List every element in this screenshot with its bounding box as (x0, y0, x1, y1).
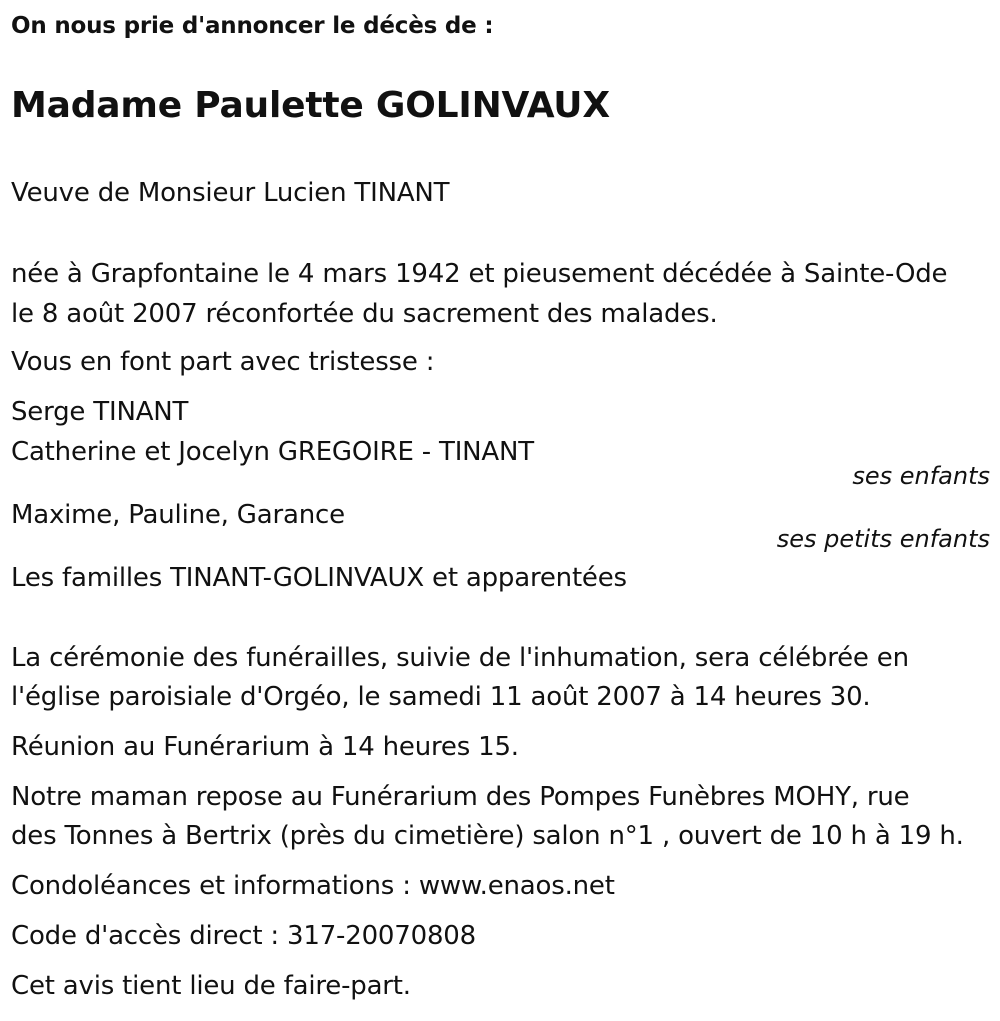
announcement-intro: On nous prie d'annoncer le décès de : (11, 13, 494, 39)
widow-of: Veuve de Monsieur Lucien TINANT (11, 178, 450, 208)
ceremony-line-2: l'église paroisiale d'Orgéo, le samedi 11 août 2007 à 14 heures 30. (11, 682, 871, 712)
birth-death-line-2: le 8 août 2007 réconfortée du sacrement des malades. (11, 299, 718, 329)
meeting-info: Réunion au Funérarium à 14 heures 15. (11, 732, 519, 762)
condolences-info: Condoléances et informations : www.enaos.net (11, 871, 615, 901)
access-code: Code d'accès direct : 317-20070808 (11, 921, 476, 951)
grandchildren-names: Maxime, Pauline, Garance (11, 500, 345, 530)
child-name: Catherine et Jocelyn GREGOIRE - TINANT (11, 437, 534, 467)
deceased-name: Madame Paulette GOLINVAUX (11, 85, 610, 126)
children-role: ses enfants (852, 462, 990, 490)
closing-note: Cet avis tient lieu de faire-part. (11, 971, 411, 1001)
birth-death-line-1: née à Grapfontaine le 4 mars 1942 et pieusement décédée à Sainte-Ode (11, 259, 948, 289)
grandchildren-role: ses petits enfants (776, 525, 990, 553)
family-intro: Vous en font part avec tristesse : (11, 347, 435, 377)
resting-place-line-1: Notre maman repose au Funérarium des Pompes Funèbres MOHY, rue (11, 782, 910, 812)
related-families: Les familles TINANT-GOLINVAUX et apparentées (11, 563, 627, 593)
child-name: Serge TINANT (11, 397, 189, 427)
resting-place-line-2: des Tonnes à Bertrix (près du cimetière) salon n°1 , ouvert de 10 h à 19 h. (11, 821, 964, 851)
ceremony-line-1: La cérémonie des funérailles, suivie de l'inhumation, sera célébrée en (11, 643, 909, 673)
